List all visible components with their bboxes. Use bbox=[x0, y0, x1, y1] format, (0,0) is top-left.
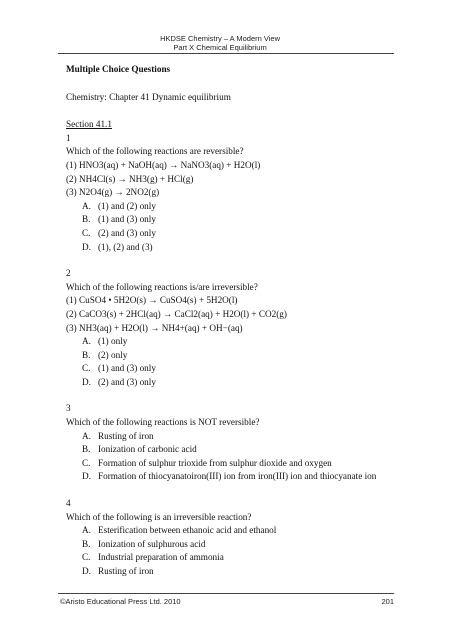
answer-option bbox=[66, 227, 396, 241]
option-letter: C. bbox=[82, 552, 91, 563]
answer-option bbox=[66, 200, 396, 214]
question-stem: Which of the following reactions is/are irreversible? bbox=[66, 281, 258, 292]
answer-option bbox=[66, 524, 396, 538]
question-list bbox=[66, 132, 396, 579]
question-statement: (1) CuSO4 • 5H2O(s) → CuSO4(s) + 5H2O(l) bbox=[66, 295, 238, 306]
option-letter: D. bbox=[82, 376, 91, 387]
question-number: 4 bbox=[66, 498, 71, 509]
option-text: Industrial preparation of ammonia bbox=[98, 552, 224, 563]
option-text: (1) and (2) only bbox=[98, 200, 156, 211]
question-statement: (1) HNO3(aq) + NaOH(aq) → NaNO3(aq) + H2O(l) bbox=[66, 159, 261, 170]
question-stem: Which of the following reactions is NOT reversible? bbox=[66, 417, 260, 428]
option-letter: C. bbox=[82, 363, 91, 374]
answer-option bbox=[66, 551, 396, 565]
option-letter: A. bbox=[82, 336, 91, 347]
footer-rule bbox=[58, 593, 394, 594]
option-text: (2) and (3) only bbox=[98, 227, 156, 238]
option-text: (1) and (3) only bbox=[98, 214, 156, 225]
option-text: Formation of sulphur trioxide from sulphur dioxide and oxygen bbox=[98, 457, 332, 468]
page-number: 201 bbox=[381, 597, 394, 606]
question-number: 2 bbox=[66, 268, 71, 279]
option-letter: D. bbox=[82, 241, 91, 252]
option-letter: B. bbox=[82, 444, 91, 455]
section-title: Section 41.1 bbox=[66, 119, 112, 130]
answer-option bbox=[66, 430, 396, 444]
option-letter: A. bbox=[82, 200, 91, 211]
header-line-1: HKDSE Chemistry – A Modern View bbox=[160, 34, 280, 43]
option-text: Rusting of iron bbox=[98, 566, 154, 576]
question-block bbox=[66, 497, 396, 579]
option-text: (1) and (3) only bbox=[98, 363, 156, 374]
answer-option bbox=[66, 376, 396, 390]
option-letter: A. bbox=[82, 525, 91, 536]
answer-option bbox=[66, 457, 396, 471]
option-letter: B. bbox=[82, 349, 91, 360]
option-text: (1) only bbox=[98, 336, 128, 347]
option-letter: D. bbox=[82, 471, 91, 482]
option-letter: C. bbox=[82, 457, 91, 468]
page-footer bbox=[60, 597, 394, 606]
question-block bbox=[66, 132, 396, 254]
publisher-credit: ©Aristo Educational Press Ltd. 2010 bbox=[60, 597, 181, 606]
header-rule bbox=[58, 53, 394, 54]
answer-option bbox=[66, 335, 396, 349]
option-text: (1), (2) and (3) bbox=[98, 241, 153, 252]
page-heading: Multiple Choice Questions bbox=[66, 64, 171, 74]
option-text: Ionization of sulphurous acid bbox=[98, 538, 206, 549]
option-letter: A. bbox=[82, 430, 91, 441]
header-line-2: Part X Chemical Equilibrium bbox=[173, 43, 267, 52]
question-statement: (3) NH3(aq) + H2O(l) → NH4+(aq) + OH−(aq) bbox=[66, 322, 243, 333]
answer-option bbox=[66, 565, 396, 579]
option-text: Esterification between ethanoic acid and ethanol bbox=[98, 525, 277, 536]
option-letter: C. bbox=[82, 227, 91, 238]
option-text: Formation of thiocyanatoiron(III) ion from iron(III) ion and thiocyanate ion bbox=[98, 471, 377, 482]
question-number: 1 bbox=[66, 132, 71, 143]
answer-option bbox=[66, 470, 396, 484]
answer-option bbox=[66, 349, 396, 363]
option-text: (2) only bbox=[98, 349, 128, 360]
chapter-title: Chemistry: Chapter 41 Dynamic equilibrium bbox=[66, 91, 231, 102]
question-statement: (3) N2O4(g) → 2NO2(g) bbox=[66, 187, 160, 198]
question-stem: Which of the following is an irreversible reaction? bbox=[66, 511, 252, 522]
page-body bbox=[66, 63, 396, 579]
question-stem: Which of the following reactions are reversible? bbox=[66, 146, 244, 157]
option-letter: B. bbox=[82, 214, 91, 225]
question-statement: (2) NH4Cl(s) → NH3(g) + HCl(g) bbox=[66, 173, 194, 184]
option-text: Rusting of iron bbox=[98, 430, 154, 441]
question-number: 3 bbox=[66, 403, 71, 414]
answer-option bbox=[66, 443, 396, 457]
question-statement: (2) CaCO3(s) + 2HCl(aq) → CaCl2(aq) + H2O(l) + CO2(g) bbox=[66, 308, 287, 319]
question-block bbox=[66, 267, 396, 389]
answer-option bbox=[66, 538, 396, 552]
option-letter: B. bbox=[82, 538, 91, 549]
answer-option bbox=[66, 241, 396, 255]
option-letter: D. bbox=[82, 566, 91, 576]
answer-option bbox=[66, 213, 396, 227]
running-header bbox=[160, 34, 280, 52]
question-block bbox=[66, 402, 396, 484]
option-text: Ionization of carbonic acid bbox=[98, 444, 197, 455]
option-text: (2) and (3) only bbox=[98, 376, 156, 387]
answer-option bbox=[66, 362, 396, 376]
